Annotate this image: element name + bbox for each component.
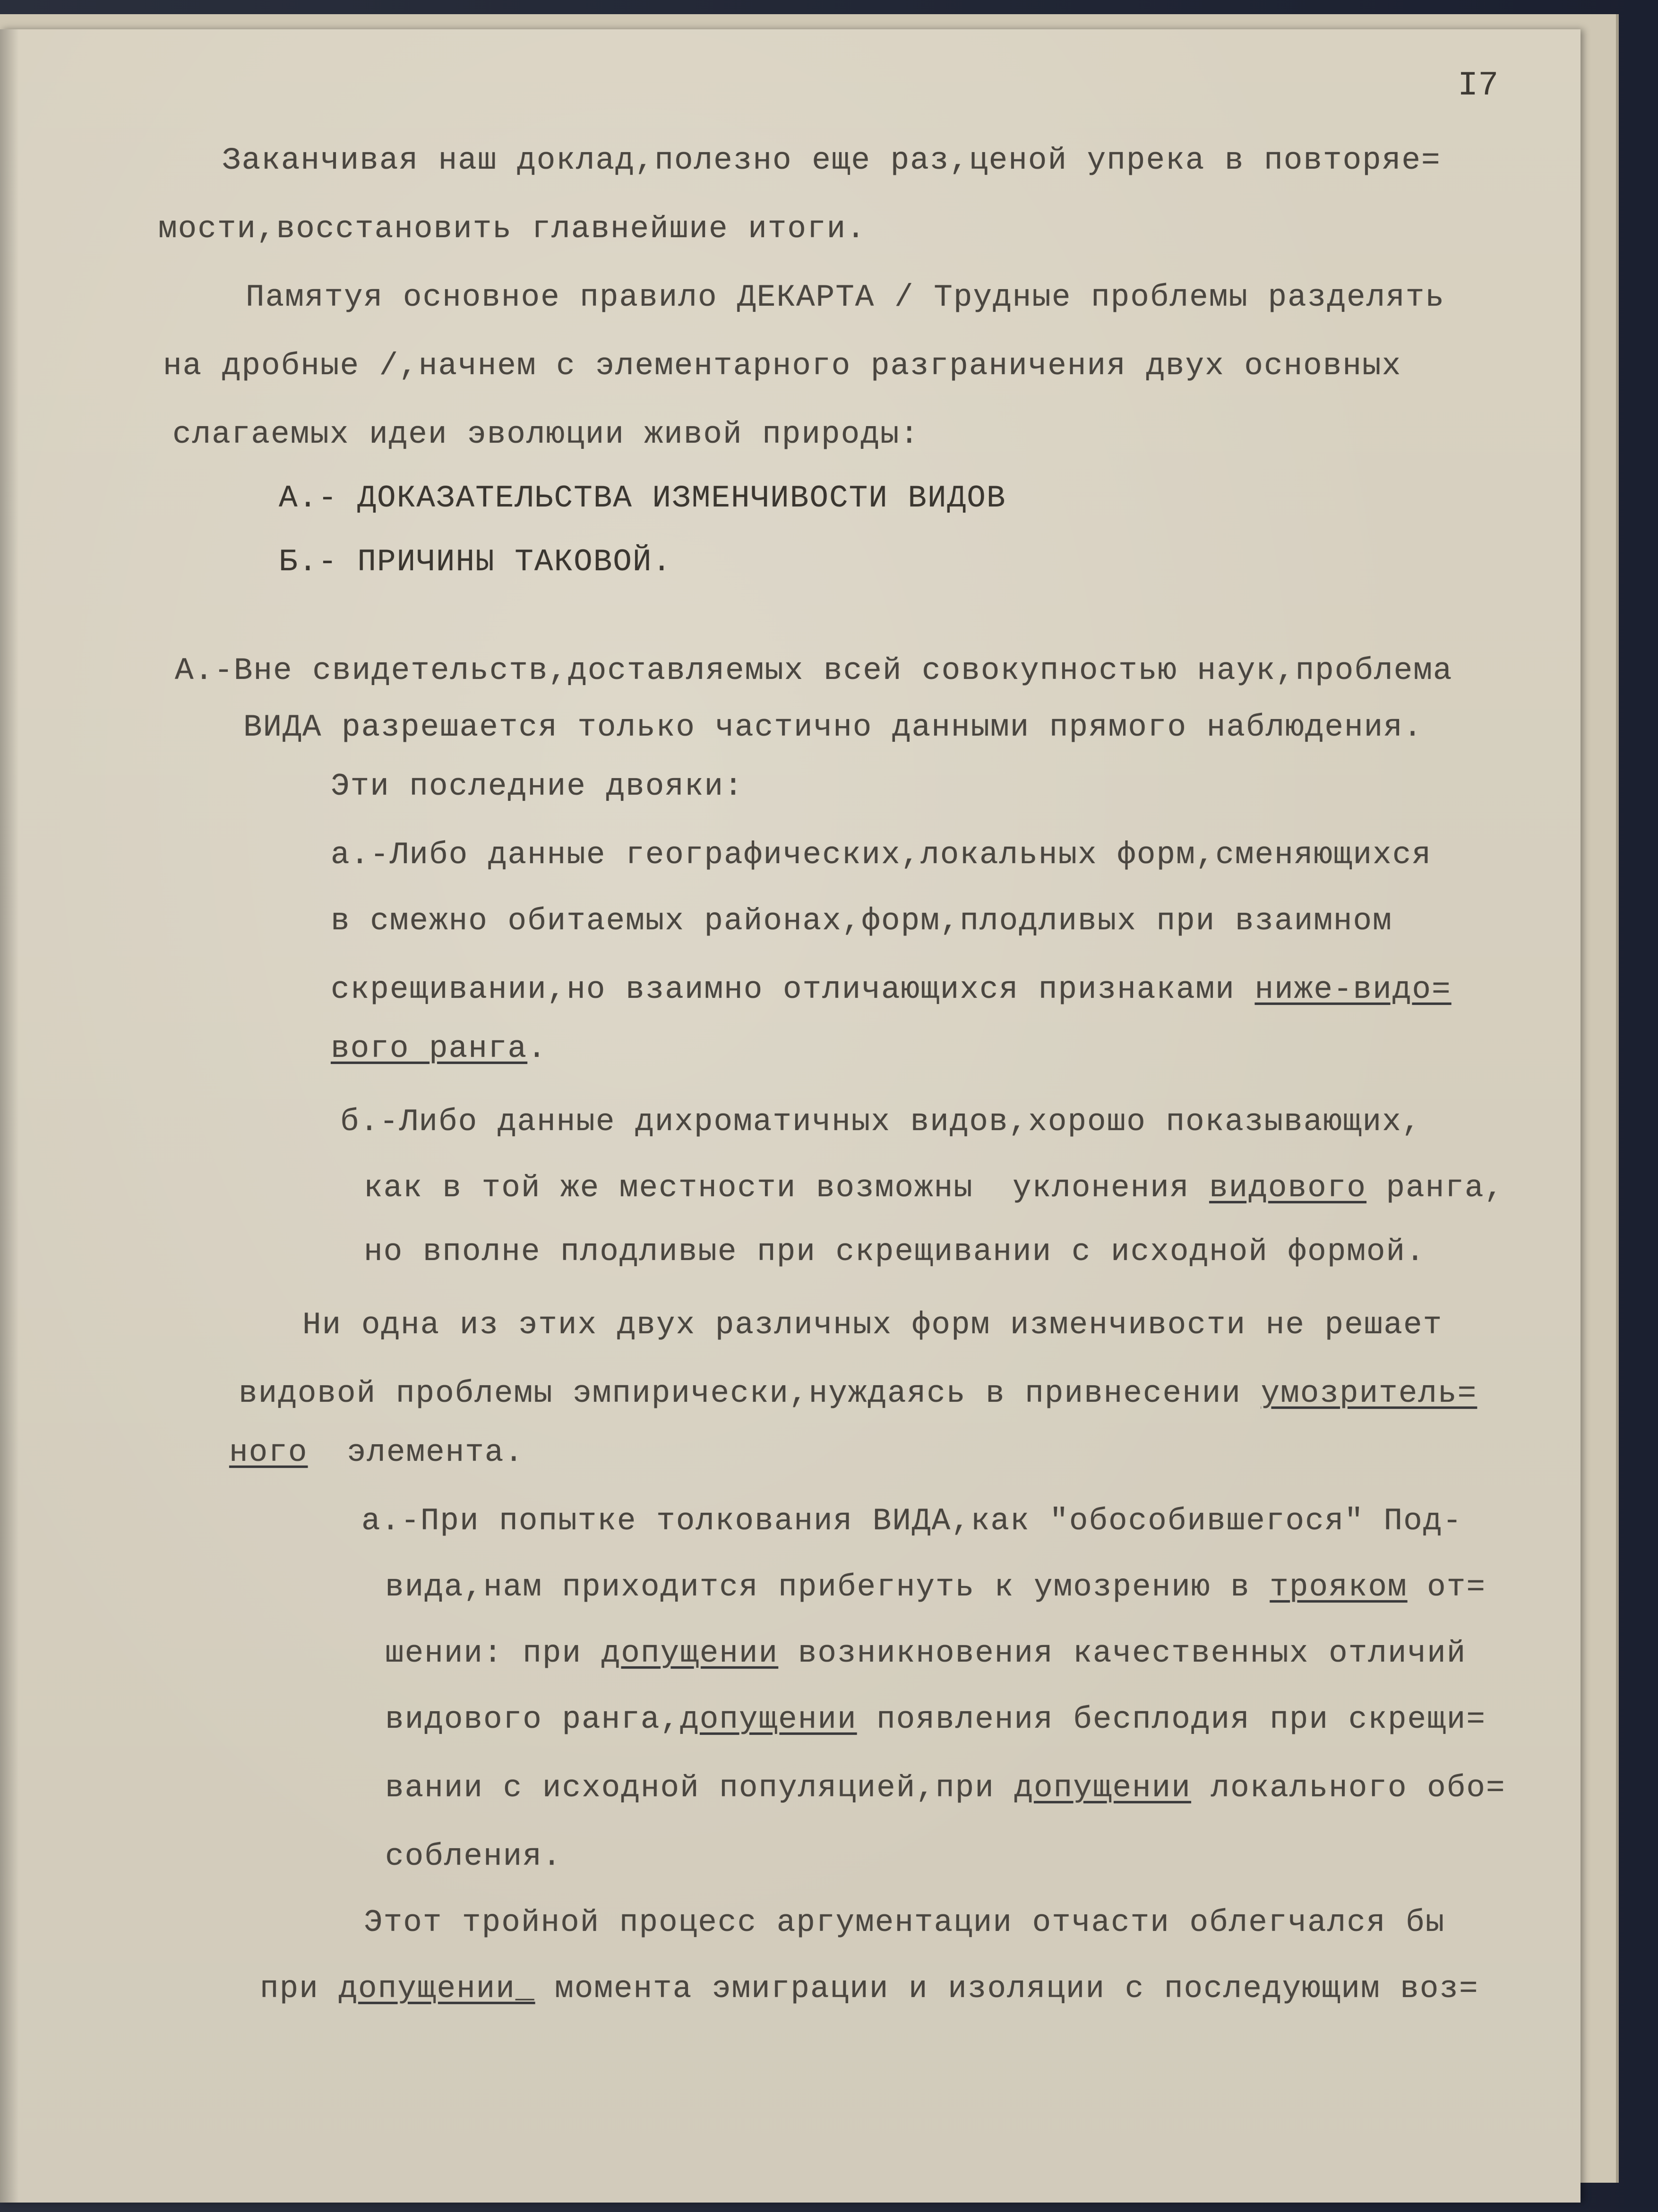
descartes-line-2: на дробные /,начнем с элементарного разграничения двух основных xyxy=(163,348,1402,384)
item-a: А.- ДОКАЗАТЕЛЬСТВА ИЗМЕНЧИВОСТИ ВИДОВ xyxy=(279,480,1006,516)
descartes-line-1: Памятуя основное правило ДЕКАРТА / Трудные проблемы разделять xyxy=(246,280,1445,315)
sub-a2-line-5 xyxy=(385,1769,1506,1807)
triple-line-2 xyxy=(260,1970,1479,2008)
neither-line-3 xyxy=(229,1434,524,1472)
sub-a2-line-3-text: шении: при xyxy=(385,1636,601,1671)
underlined-term-troyakom: трояком xyxy=(1270,1569,1408,1605)
sub-a2-line-5-text: вании с исходной популяцией,при xyxy=(385,1770,1014,1806)
sub-b-line-1: б.-Либо данные дихроматичных видов,хорошо показывающих, xyxy=(340,1104,1422,1140)
descartes-line-3: слагаемых идеи эволюции живой природы: xyxy=(172,417,920,452)
page-fold-shadow xyxy=(0,29,19,2203)
underlined-term-vogo-ranga: вого ранга xyxy=(331,1031,528,1066)
triple-line-2-text: при xyxy=(260,1971,339,2006)
underlined-term-dopushchenii-2: допущении xyxy=(680,1702,857,1737)
underlined-term-dopushchenii: допущении xyxy=(601,1636,779,1671)
intro-line-2: мости,восстановить главнейшие итоги. xyxy=(158,211,866,247)
sub-a2-line-4 xyxy=(385,1701,1486,1739)
item-b: Б.- ПРИЧИНЫ ТАКОВОЙ. xyxy=(279,544,672,580)
sub-a2-line-3 xyxy=(385,1635,1466,1672)
neither-line-2-text: видовой проблемы эмпирически,нуждаясь в привнесении xyxy=(239,1376,1261,1411)
neither-line-3-text: элемента. xyxy=(308,1435,524,1470)
sub-a-line-2: в смежно обитаемых районах,форм,плодливых при взаимном xyxy=(331,903,1392,939)
neither-line-2 xyxy=(239,1375,1477,1413)
intro-line-1: Заканчивая наш доклад,полезно еще раз,ценой упрека в повторяе= xyxy=(222,143,1441,178)
sub-a2-line-2 xyxy=(385,1569,1486,1606)
sub-b-line-2-end: ранга, xyxy=(1366,1170,1504,1206)
sub-a-line-4 xyxy=(331,1030,547,1068)
triple-line-2-end: момента эмиграции и изоляции с последующим воз= xyxy=(535,1971,1479,2006)
section-a-line-3: Эти последние двояки: xyxy=(331,769,744,804)
sub-a-line-3 xyxy=(331,971,1452,1009)
sub-a-line-4-text: . xyxy=(527,1031,547,1066)
sub-a2-line-2-text: вида,нам приходится прибегнуть к умозрению в xyxy=(385,1569,1270,1605)
sub-b-line-2 xyxy=(364,1169,1504,1207)
sub-a2-line-6: собления. xyxy=(385,1839,562,1874)
underlined-term-vidovogo: видового xyxy=(1209,1170,1366,1206)
underlined-term-nizhe-vido: ниже-видо= xyxy=(1254,972,1452,1007)
neither-line-1: Ни одна из этих двух различных форм изменчивости не решает xyxy=(302,1307,1443,1343)
sub-b-line-3: но вполне плодливые при скрещивании с исходной формой. xyxy=(364,1234,1426,1269)
underlined-term-nogo: ного xyxy=(229,1435,308,1470)
section-a-line-2: ВИДА разрешается только частично данными прямого наблюдения. xyxy=(243,710,1423,745)
sub-a-line-1: а.-Либо данные географических,локальных форм,сменяющихся xyxy=(331,837,1432,873)
sub-a2-line-3-end: возникновения качественных отличий xyxy=(778,1636,1467,1671)
triple-line-1: Этот тройной процесс аргументации отчасти облегчался бы xyxy=(364,1905,1445,1940)
sub-a2-line-5-end: локального обо= xyxy=(1191,1770,1506,1806)
underlined-term-dopushchenii-3: допущении xyxy=(1014,1770,1191,1806)
sub-a2-line-4-end: появления бесплодия при скрещи= xyxy=(857,1702,1486,1737)
sub-a2-line-1: а.-При попытке толкования ВИДА,как "обособившегося" Под- xyxy=(361,1503,1462,1539)
page-number: I7 xyxy=(1458,66,1499,105)
underlined-term-umozritel: умозритель= xyxy=(1261,1376,1478,1411)
sub-a2-line-4-text: видового ранга, xyxy=(385,1702,680,1737)
section-a-line-1: А.-Вне свидетельств,доставляемых всей совокупностью наук,проблема xyxy=(175,653,1453,688)
sub-a-line-3-text: скрещивании,но взаимно отличающихся признаками xyxy=(331,972,1255,1007)
sub-b-line-2-text: как в той же местности возможны уклонения xyxy=(364,1170,1210,1206)
sub-a2-line-2-end: от= xyxy=(1407,1569,1486,1605)
underlined-term-dopushchenii-4: допущении_ xyxy=(338,1971,535,2006)
